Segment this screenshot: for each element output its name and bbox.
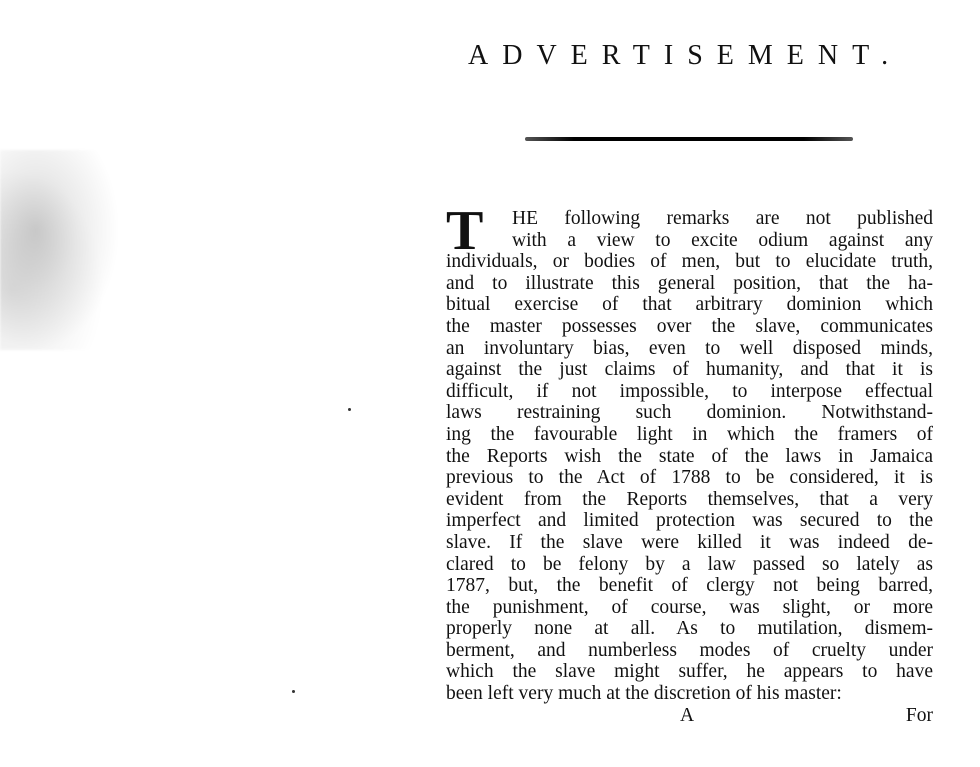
ink-speck [292, 690, 295, 693]
text-line: ing the favourable light in which the framers of [446, 423, 933, 445]
catchword: For [905, 705, 933, 726]
text-line: 1787, but, the benefit of clergy not being barred, [446, 575, 933, 597]
text-line: been left very much at the discretion of his master: [446, 683, 842, 705]
text-line: the master possesses over the slave, communicates [446, 315, 933, 337]
text-line: berment, and numberless modes of cruelty under [446, 639, 933, 661]
text-line: previous to the Act of 1788 to be considered, it is [446, 467, 933, 489]
page-title: ADVERTISEMENT. [468, 40, 903, 71]
decorative-rule [525, 137, 853, 141]
text-line: which the slave might suffer, he appears to have [446, 661, 933, 683]
text-line: individuals, or bodies of men, but to elucidate truth, [446, 251, 933, 273]
text-line: the punishment, of course, was slight, or more [446, 596, 933, 618]
text-line: difficult, if not impossible, to interpose effectual [446, 380, 933, 402]
signature-mark: A [680, 705, 695, 726]
text-line: slave. If the slave were killed it was indeed de- [446, 531, 933, 553]
body-text [446, 200, 933, 705]
text-line: laws restraining such dominion. Notwithstand- [446, 402, 933, 424]
text-line: evident from the Reports themselves, that a very [446, 488, 933, 510]
text-line: with a view to excite odium against any [512, 229, 933, 251]
text-line: HE following remarks are not published [512, 208, 933, 229]
text-line: properly none at all. As to mutilation, dismem- [446, 618, 933, 640]
text-line: bitual exercise of that arbitrary dominion which [446, 294, 933, 316]
text-line: the Reports wish the state of the laws in Jamaica [446, 445, 933, 467]
page-smudge [0, 150, 120, 350]
text-line: imperfect and limited protection was secured to the [446, 510, 933, 532]
drop-cap: T [446, 200, 484, 262]
text-line: and to illustrate this general position, that the ha- [446, 272, 933, 294]
ink-speck [348, 408, 351, 411]
text-line: clared to be felony by a law passed so lately as [446, 553, 933, 575]
text-line: an involuntary bias, even to well disposed minds, [446, 337, 933, 359]
text-line: against the just claims of humanity, and that it is [446, 359, 933, 381]
